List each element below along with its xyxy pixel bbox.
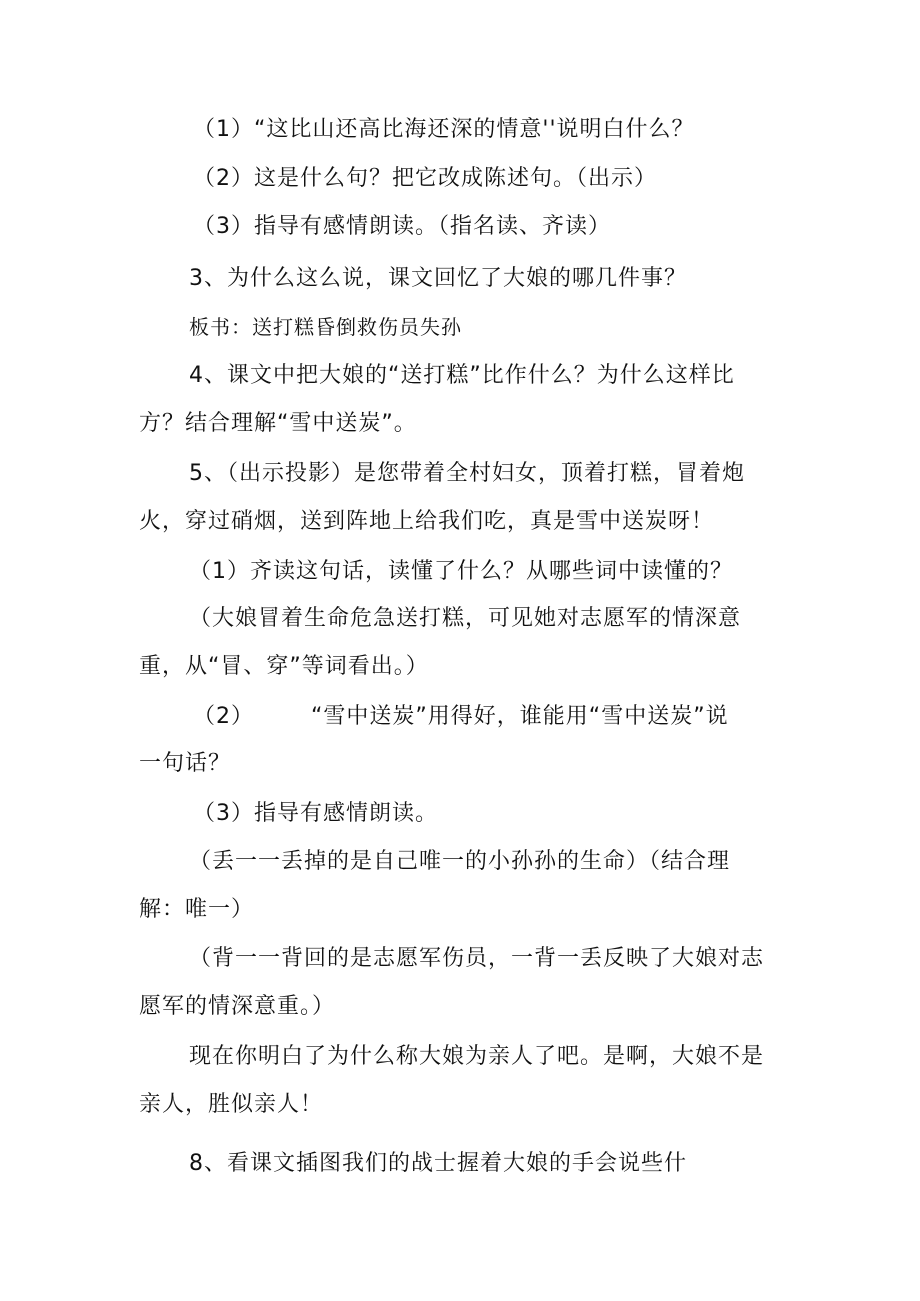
text-line-q3: （3）指导有感情朗读。（指名读、齐读）	[193, 214, 611, 239]
text-line-q1: （1）“这比山还高比海还深的情意''说明白什么？	[193, 117, 695, 142]
text-line-sub2: “雪中送炭”用得好，谁能用“雪中送炭”说	[311, 704, 729, 729]
text-line-note2: （丢一一丢掉的是自己唯一的小孙孙的生命）（结合理	[189, 849, 731, 874]
text-line-note1: （大娘冒着生命危急送打糕，可见她对志愿军的情深意	[189, 606, 742, 631]
board-notes: 板书：送打糕昏倒救伤员失孙	[189, 315, 462, 339]
text-line-note1-cont: 重，从“冒、穿”等词看出。）	[139, 654, 429, 679]
text-line-summary-cont: 亲人，胜似亲人！	[139, 1092, 324, 1117]
text-line-item4: 4、课文中把大娘的“送打糕”比作什么？为什么这样比	[189, 363, 735, 388]
text-line-note3: （背一一背回的是志愿军伤员，一背一丢反映了大娘对志	[189, 946, 765, 971]
text-line-summary: 现在你明白了为什么称大娘为亲人了吧。是啊，大娘不是	[189, 1044, 765, 1069]
text-line-note3-cont: 愿军的情深意重。）	[139, 994, 336, 1019]
text-line-sub3: （3）指导有感情朗读。	[193, 801, 438, 826]
text-line-item4-cont: 方？结合理解“雪中送炭”。	[139, 411, 417, 436]
text-line-sub2-label: （2）	[193, 704, 254, 729]
text-line-note2-cont: 解：唯一）	[139, 897, 255, 922]
text-line-sub2-cont: 一句话？	[139, 751, 232, 776]
text-line-sub1: （1）齐读这句话，读懂了什么？从哪些词中读懂的？	[189, 559, 733, 584]
text-line-item8: 8、看课文插图我们的战士握着大娘的手会说些什	[189, 1151, 687, 1176]
text-line-item5: 5、（出示投影）是您带着全村妇女，顶着打糕，冒着炮	[189, 461, 745, 486]
text-line-q2: （2）这是什么句？把它改成陈述句。（出示）	[193, 166, 657, 191]
text-line-item5-cont: 火，穿过硝烟，送到阵地上给我们吃，真是雪中送炭呀！	[139, 509, 715, 534]
text-line-item3: 3、为什么这么说，课文回忆了大娘的哪几件事？	[189, 266, 687, 291]
